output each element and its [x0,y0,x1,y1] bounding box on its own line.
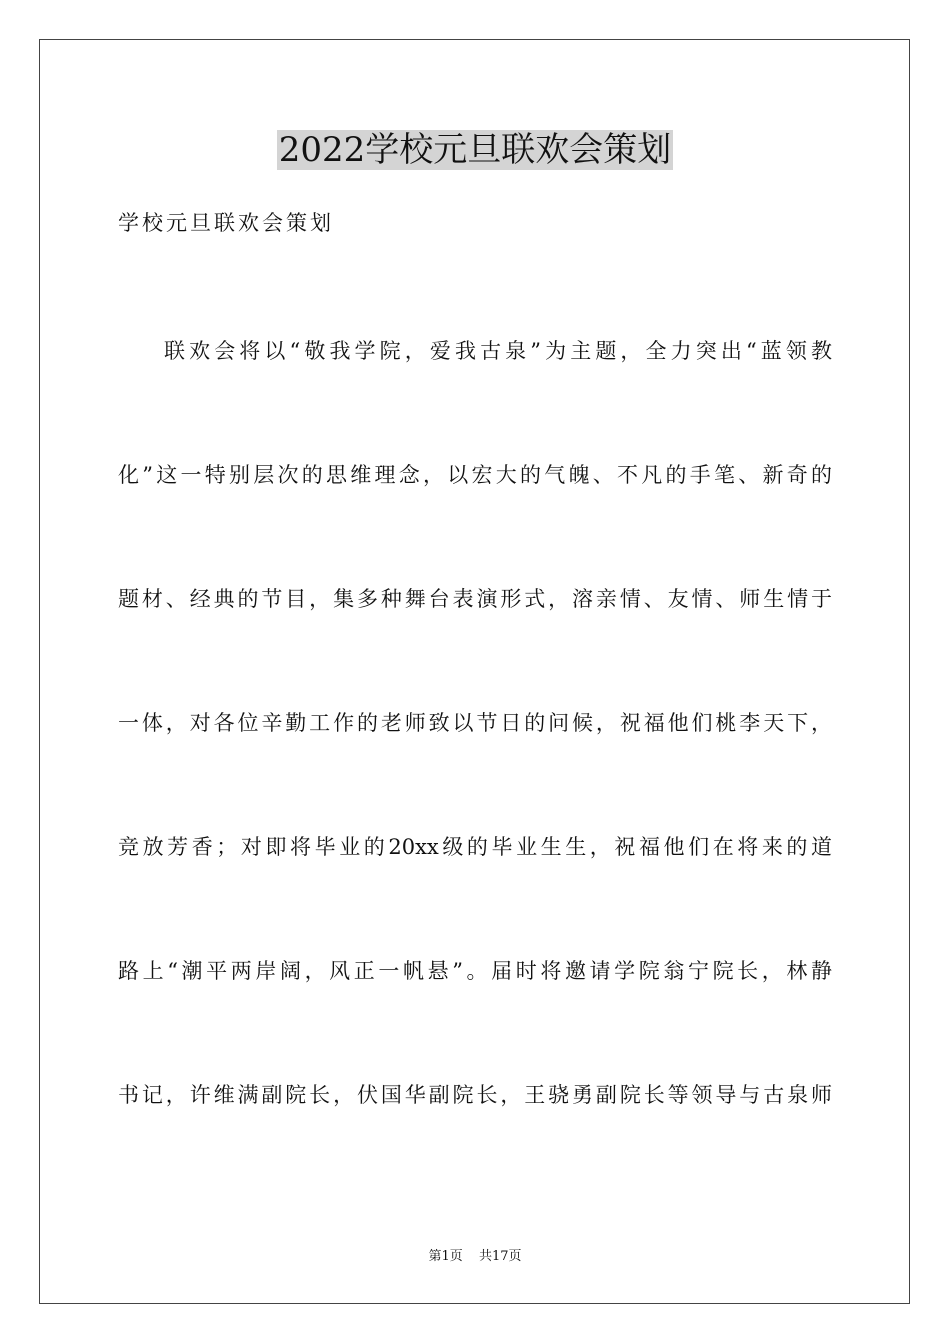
paragraph-line-1: 联欢会将以“敬我学院，爱我古泉”为主题，全力突出“蓝领教 [164,339,832,363]
document-subtitle: 学校元旦联欢会策划 [118,211,334,235]
paragraph-line-5: 竞放芳香；对即将毕业的20xx级的毕业生生，祝福他们在将来的道 [118,835,832,859]
paragraph-line-4: 一体，对各位辛勤工作的老师致以节日的问候，祝福他们桃李天下， [118,711,832,735]
paragraph-line-6: 路上“潮平两岸阔，风正一帆悬”。届时将邀请学院翁宁院长，林静 [118,959,832,983]
paragraph-line-2: 化”这一特别层次的思维理念，以宏大的气魄、不凡的手笔、新奇的 [118,463,832,487]
paragraph-line-3: 题材、经典的节目，集多种舞台表演形式，溶亲情、友情、师生情于 [118,587,832,611]
document-title-text: 2022学校元旦联欢会策划 [278,130,672,170]
page-number: 第1页 [428,1249,463,1264]
page-footer [0,1248,950,1266]
paragraph-line-7: 书记，许维满副院长，伏国华副院长，王骁勇副院长等领导与古泉师 [118,1083,832,1107]
document-title [0,128,950,172]
page-total: 共17页 [478,1249,522,1264]
